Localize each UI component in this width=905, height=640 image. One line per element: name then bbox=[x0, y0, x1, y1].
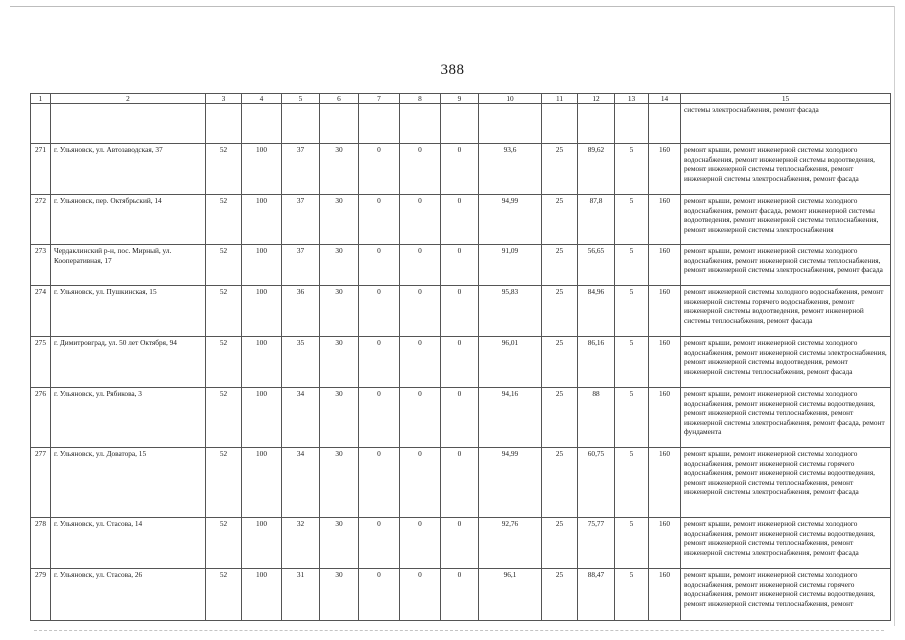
value-cell: 100 bbox=[242, 337, 282, 388]
column-header: 6 bbox=[320, 94, 359, 104]
value-cell: 5 bbox=[615, 337, 649, 388]
value-cell: 84,96 bbox=[578, 286, 615, 337]
value-cell: 0 bbox=[441, 286, 479, 337]
column-header: 11 bbox=[542, 94, 578, 104]
works-cell: ремонт крыши, ремонт инженерной системы холодного водоснабжения, ремонт инженерной системы горячего водоснабжения, ремонт инженерной системы водоотведения, ремонт инженерной системы теплоснабжения, ремонт инженерной системы электроснабжения, ремонт фасада bbox=[681, 448, 891, 518]
value-cell: 30 bbox=[320, 518, 359, 569]
address-cell: г. Ульяновск, ул. Стасова, 26 bbox=[51, 569, 206, 621]
value-cell: 87,8 bbox=[578, 195, 615, 245]
value-cell: 0 bbox=[359, 245, 400, 286]
value-cell: 52 bbox=[206, 569, 242, 621]
value-cell: 5 bbox=[615, 448, 649, 518]
address-cell: г. Ульяновск, ул. Доватора, 15 bbox=[51, 448, 206, 518]
value-cell: 88,47 bbox=[578, 569, 615, 621]
works-cell: ремонт крыши, ремонт инженерной системы холодного водоснабжения, ремонт инженерной системы водоотведения, ремонт инженерной системы теплоснабжения, ремонт инженерной системы электроснабжения, ремонт фасада bbox=[681, 518, 891, 569]
page-number: 388 bbox=[440, 62, 465, 78]
value-cell: 160 bbox=[649, 518, 681, 569]
row-number: 277 bbox=[31, 448, 51, 518]
value-cell: 94,16 bbox=[479, 388, 542, 448]
value-cell: 94,99 bbox=[479, 448, 542, 518]
row-number: 279 bbox=[31, 569, 51, 621]
continuation-text: системы электроснабжения, ремонт фасада bbox=[681, 104, 891, 144]
address-cell: Чердаклинский р-н, пос. Мирный, ул. Кооперативная, 17 bbox=[51, 245, 206, 286]
value-cell: 0 bbox=[441, 518, 479, 569]
header-row bbox=[31, 94, 891, 104]
value-cell: 0 bbox=[359, 337, 400, 388]
column-header: 4 bbox=[242, 94, 282, 104]
address-cell: г. Ульяновск, ул. Рябикова, 3 bbox=[51, 388, 206, 448]
value-cell: 30 bbox=[320, 286, 359, 337]
value-cell: 100 bbox=[242, 518, 282, 569]
column-header: 14 bbox=[649, 94, 681, 104]
value-cell: 30 bbox=[320, 569, 359, 621]
table-row bbox=[31, 569, 891, 621]
value-cell: 52 bbox=[206, 518, 242, 569]
value-cell: 0 bbox=[359, 388, 400, 448]
value-cell: 5 bbox=[615, 245, 649, 286]
value-cell: 100 bbox=[242, 286, 282, 337]
value-cell: 32 bbox=[282, 518, 320, 569]
value-cell: 34 bbox=[282, 448, 320, 518]
value-cell: 36 bbox=[282, 286, 320, 337]
value-cell: 160 bbox=[649, 144, 681, 195]
value-cell: 93,6 bbox=[479, 144, 542, 195]
value-cell: 30 bbox=[320, 337, 359, 388]
works-cell: ремонт крыши, ремонт инженерной системы холодного водоснабжения, ремонт инженерной системы теплоснабжения, ремонт инженерной системы электроснабжения, ремонт фасада bbox=[681, 245, 891, 286]
rows-body bbox=[31, 144, 891, 621]
works-cell: ремонт крыши, ремонт инженерной системы холодного водоснабжения, ремонт фасада, ремонт инженерной системы водоотведения, ремонт инженерной системы теплоснабжения, ремонт инженерной системы электроснабжения bbox=[681, 195, 891, 245]
value-cell: 25 bbox=[542, 245, 578, 286]
value-cell: 0 bbox=[359, 195, 400, 245]
column-header: 13 bbox=[615, 94, 649, 104]
works-cell: ремонт инженерной системы холодного водоснабжения, ремонт инженерной системы горячего водоснабжения, ремонт инженерной системы водоотведения, ремонт инженерной системы теплоснабжения, ремонт фасада bbox=[681, 286, 891, 337]
value-cell: 92,76 bbox=[479, 518, 542, 569]
table-row bbox=[31, 195, 891, 245]
value-cell: 160 bbox=[649, 388, 681, 448]
value-cell: 25 bbox=[542, 195, 578, 245]
page-frame-right bbox=[894, 6, 895, 626]
value-cell: 25 bbox=[542, 337, 578, 388]
value-cell: 5 bbox=[615, 518, 649, 569]
column-header: 9 bbox=[441, 94, 479, 104]
column-header: 5 bbox=[282, 94, 320, 104]
value-cell: 0 bbox=[441, 144, 479, 195]
value-cell: 0 bbox=[400, 195, 441, 245]
value-cell: 52 bbox=[206, 448, 242, 518]
column-header: 2 bbox=[51, 94, 206, 104]
value-cell: 75,77 bbox=[578, 518, 615, 569]
value-cell: 160 bbox=[649, 569, 681, 621]
value-cell: 0 bbox=[400, 144, 441, 195]
address-cell: г. Ульяновск, ул. Пушкинская, 15 bbox=[51, 286, 206, 337]
value-cell: 96,1 bbox=[479, 569, 542, 621]
address-cell: г. Ульяновск, ул. Автозаводская, 37 bbox=[51, 144, 206, 195]
page-bottom-edge bbox=[34, 630, 884, 631]
value-cell: 0 bbox=[441, 388, 479, 448]
table-row bbox=[31, 245, 891, 286]
value-cell: 0 bbox=[441, 448, 479, 518]
row-number: 276 bbox=[31, 388, 51, 448]
table-row bbox=[31, 388, 891, 448]
value-cell: 0 bbox=[400, 245, 441, 286]
row-number: 274 bbox=[31, 286, 51, 337]
column-header: 8 bbox=[400, 94, 441, 104]
row-number: 272 bbox=[31, 195, 51, 245]
value-cell: 0 bbox=[400, 569, 441, 621]
value-cell: 0 bbox=[441, 195, 479, 245]
row-number: 278 bbox=[31, 518, 51, 569]
value-cell: 0 bbox=[400, 286, 441, 337]
column-header: 7 bbox=[359, 94, 400, 104]
page-frame-top bbox=[10, 6, 895, 7]
value-cell: 52 bbox=[206, 286, 242, 337]
table-row bbox=[31, 144, 891, 195]
data-table bbox=[30, 93, 891, 621]
works-cell: ремонт крыши, ремонт инженерной системы холодного водоснабжения, ремонт инженерной системы водоотведения, ремонт инженерной системы теплоснабжения, ремонт инженерной системы электроснабжения, ремонт фасада, ремонт фундамента bbox=[681, 388, 891, 448]
value-cell: 0 bbox=[359, 569, 400, 621]
value-cell: 25 bbox=[542, 286, 578, 337]
value-cell: 30 bbox=[320, 144, 359, 195]
value-cell: 52 bbox=[206, 337, 242, 388]
value-cell: 95,83 bbox=[479, 286, 542, 337]
value-cell: 0 bbox=[441, 245, 479, 286]
value-cell: 30 bbox=[320, 388, 359, 448]
value-cell: 100 bbox=[242, 448, 282, 518]
value-cell: 52 bbox=[206, 245, 242, 286]
value-cell: 160 bbox=[649, 245, 681, 286]
value-cell: 160 bbox=[649, 195, 681, 245]
value-cell: 0 bbox=[359, 448, 400, 518]
value-cell: 25 bbox=[542, 569, 578, 621]
value-cell: 25 bbox=[542, 448, 578, 518]
value-cell: 37 bbox=[282, 195, 320, 245]
value-cell: 5 bbox=[615, 388, 649, 448]
value-cell: 100 bbox=[242, 569, 282, 621]
value-cell: 56,65 bbox=[578, 245, 615, 286]
value-cell: 100 bbox=[242, 144, 282, 195]
value-cell: 5 bbox=[615, 144, 649, 195]
address-cell: г. Ульяновск, пер. Октябрьский, 14 bbox=[51, 195, 206, 245]
table-row bbox=[31, 448, 891, 518]
value-cell: 88 bbox=[578, 388, 615, 448]
row-number: 273 bbox=[31, 245, 51, 286]
value-cell: 0 bbox=[359, 518, 400, 569]
value-cell: 5 bbox=[615, 195, 649, 245]
table-row bbox=[31, 337, 891, 388]
address-cell: г. Димитровград, ул. 50 лет Октября, 94 bbox=[51, 337, 206, 388]
value-cell: 5 bbox=[615, 286, 649, 337]
value-cell: 60,75 bbox=[578, 448, 615, 518]
value-cell: 34 bbox=[282, 388, 320, 448]
value-cell: 0 bbox=[441, 569, 479, 621]
value-cell: 100 bbox=[242, 388, 282, 448]
value-cell: 96,01 bbox=[479, 337, 542, 388]
column-header: 1 bbox=[31, 94, 51, 104]
value-cell: 94,99 bbox=[479, 195, 542, 245]
value-cell: 160 bbox=[649, 448, 681, 518]
address-cell: г. Ульяновск, ул. Стасова, 14 bbox=[51, 518, 206, 569]
value-cell: 31 bbox=[282, 569, 320, 621]
value-cell: 30 bbox=[320, 245, 359, 286]
value-cell: 100 bbox=[242, 245, 282, 286]
value-cell: 91,09 bbox=[479, 245, 542, 286]
value-cell: 0 bbox=[400, 337, 441, 388]
value-cell: 37 bbox=[282, 144, 320, 195]
column-header: 3 bbox=[206, 94, 242, 104]
value-cell: 52 bbox=[206, 195, 242, 245]
value-cell: 89,62 bbox=[578, 144, 615, 195]
row-number: 271 bbox=[31, 144, 51, 195]
value-cell: 35 bbox=[282, 337, 320, 388]
value-cell: 160 bbox=[649, 337, 681, 388]
row-number: 275 bbox=[31, 337, 51, 388]
value-cell: 0 bbox=[441, 337, 479, 388]
column-header: 10 bbox=[479, 94, 542, 104]
value-cell: 30 bbox=[320, 448, 359, 518]
value-cell: 25 bbox=[542, 388, 578, 448]
continuation-row bbox=[31, 104, 891, 144]
works-cell: ремонт крыши, ремонт инженерной системы холодного водоснабжения, ремонт инженерной системы водоотведения, ремонт инженерной системы теплоснабжения, ремонт инженерной системы электроснабжения, ремонт фасада bbox=[681, 144, 891, 195]
value-cell: 30 bbox=[320, 195, 359, 245]
value-cell: 5 bbox=[615, 569, 649, 621]
works-cell: ремонт крыши, ремонт инженерной системы холодного водоснабжения, ремонт инженерной системы электроснабжения, ремонт инженерной системы водоотведения, ремонт инженерной системы теплоснабжения, ремонт фасада bbox=[681, 337, 891, 388]
value-cell: 0 bbox=[359, 144, 400, 195]
table-row bbox=[31, 286, 891, 337]
value-cell: 160 bbox=[649, 286, 681, 337]
value-cell: 0 bbox=[400, 448, 441, 518]
value-cell: 100 bbox=[242, 195, 282, 245]
value-cell: 0 bbox=[400, 388, 441, 448]
value-cell: 52 bbox=[206, 144, 242, 195]
column-header: 12 bbox=[578, 94, 615, 104]
table-row bbox=[31, 518, 891, 569]
value-cell: 52 bbox=[206, 388, 242, 448]
value-cell: 0 bbox=[400, 518, 441, 569]
value-cell: 25 bbox=[542, 144, 578, 195]
value-cell: 25 bbox=[542, 518, 578, 569]
column-header: 15 bbox=[681, 94, 891, 104]
value-cell: 37 bbox=[282, 245, 320, 286]
value-cell: 0 bbox=[359, 286, 400, 337]
works-cell: ремонт крыши, ремонт инженерной системы холодного водоснабжения, ремонт инженерной системы горячего водоснабжения, ремонт инженерной системы водоотведения, ремонт инженерной системы теплоснабжения, ремонт bbox=[681, 569, 891, 621]
value-cell: 86,16 bbox=[578, 337, 615, 388]
